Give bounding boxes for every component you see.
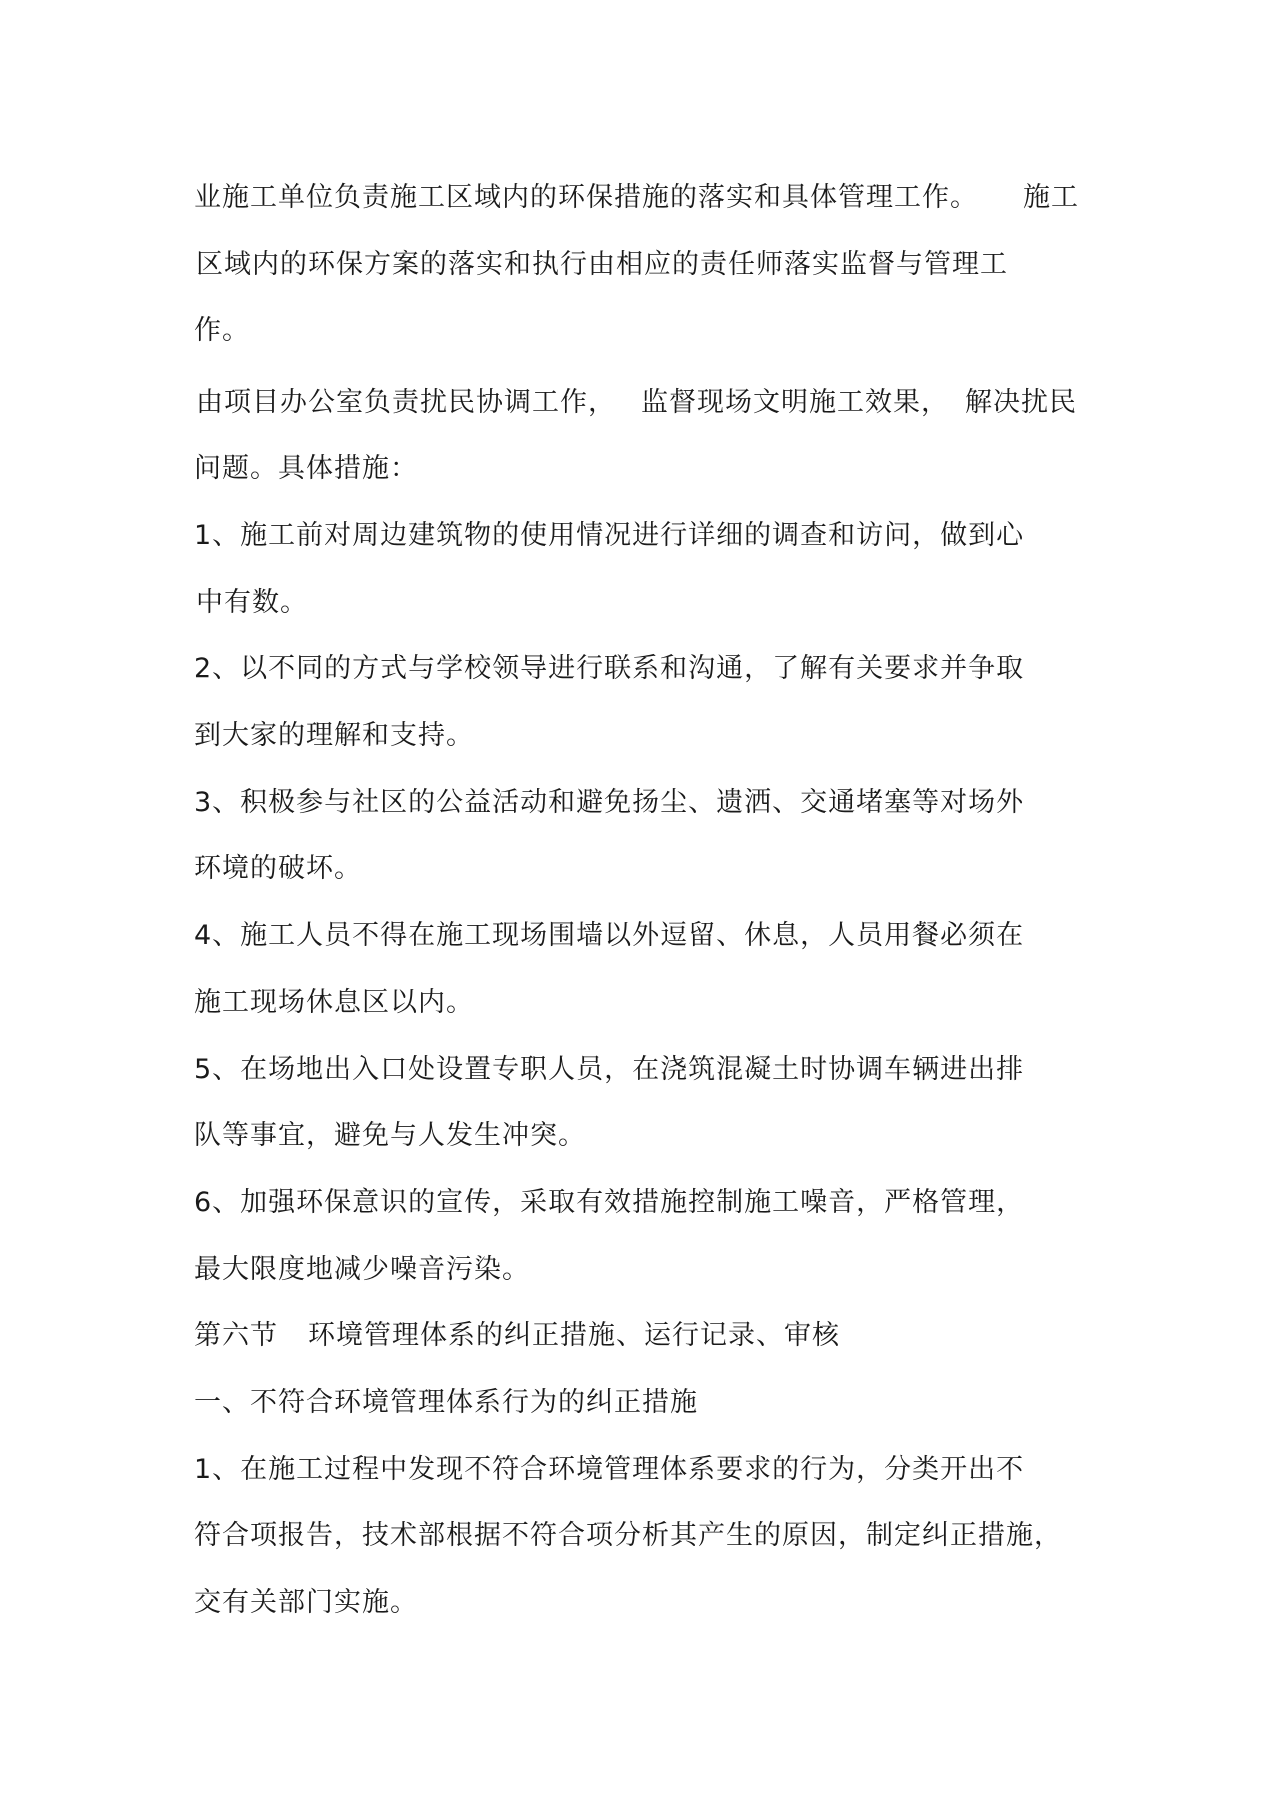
text-line: 由项目办公室负责扰民协调工作， [196,387,616,418]
text-line: 符合项报告，技术部根据不符合项分析其产生的原因，制定纠正措施， [194,1520,1062,1551]
text-line: 监督现场文明施工效果， [641,387,949,418]
text-line: 作。 [194,315,250,346]
list-item: 6、加强环保意识的宣传，采取有效措施控制施工噪音，严格管理， [194,1187,1025,1218]
list-item: 4、施工人员不得在施工现场围墙以外逗留、休息，人员用餐必须在 [194,920,1025,951]
text-line: 施工 [1023,182,1079,213]
text-line: 交有关部门实施。 [194,1587,418,1618]
text-line: 队等事宜，避免与人发生冲突。 [194,1120,586,1151]
text-line: 区域内的环保方案的落实和执行由相应的责任师落实监督与管理工 [196,249,1008,280]
list-item: 2、以不同的方式与学校领导进行联系和沟通，了解有关要求并争取 [194,653,1025,684]
text-line: 到大家的理解和支持。 [194,720,474,751]
text-line: 业施工单位负责施工区域内的环保措施的落实和具体管理工作。 [194,182,978,213]
list-item: 1、在施工过程中发现不符合环境管理体系要求的行为，分类开出不 [194,1454,1025,1485]
list-item: 1、施工前对周边建筑物的使用情况进行详细的调查和访问，做到心 [194,520,1025,551]
text-line: 施工现场休息区以内。 [194,987,474,1018]
section-title: 环境管理体系的纠正措施、运行记录、审核 [308,1320,840,1351]
text-line: 环境的破坏。 [194,853,362,884]
section-number: 第六节 [194,1320,278,1351]
text-line: 最大限度地减少噪音污染。 [194,1254,530,1285]
list-item: 5、在场地出入口处设置专职人员，在浇筑混凝土时协调车辆进出排 [194,1054,1025,1085]
text-line: 解决扰民 [965,387,1077,418]
subsection-heading: 一、不符合环境管理体系行为的纠正措施 [194,1387,698,1418]
text-line: 中有数。 [196,587,308,618]
text-line: 问题。具体措施： [194,453,418,484]
list-item: 3、积极参与社区的公益活动和避免扬尘、遗洒、交通堵塞等对场外 [194,787,1025,818]
